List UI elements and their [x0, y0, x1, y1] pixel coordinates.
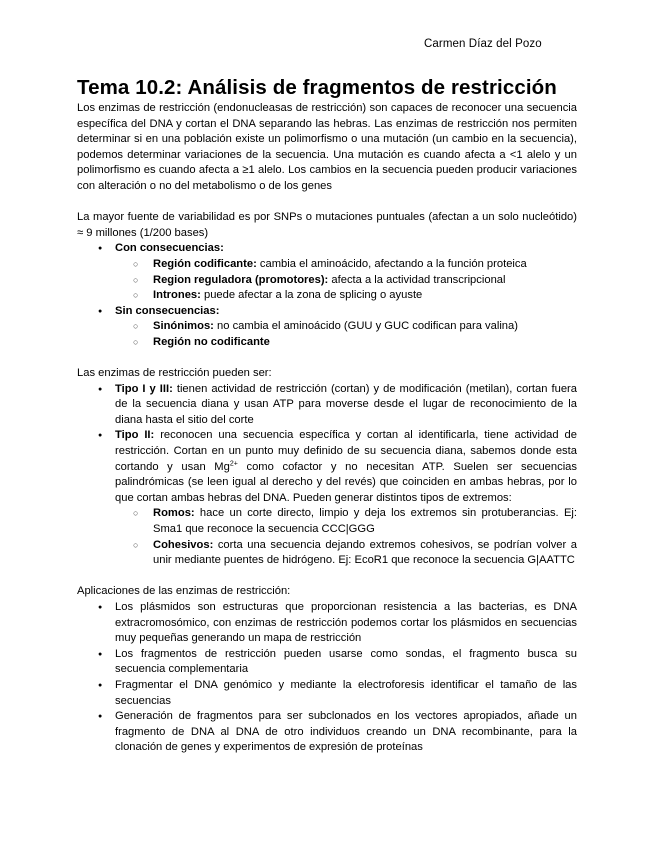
list-item-con-consecuencias [77, 241, 577, 303]
term: Tipo I y III: [115, 382, 173, 395]
list-item [115, 319, 577, 335]
ends-sublist [115, 506, 577, 568]
sublist [115, 319, 577, 350]
applications-intro: Aplicaciones de las enzimas de restricción: [77, 585, 291, 598]
list-item-tipo-1-3 [77, 382, 577, 429]
list-item: ● Fragmentar el DNA genómico y mediante la electroforesis identificar el tamaño de las secuencias [77, 678, 577, 709]
term: Region reguladora (promotores): [153, 273, 329, 286]
document-body [77, 101, 577, 756]
list-item [115, 506, 577, 537]
term: Cohesivos: [153, 538, 214, 551]
superscript: 2+ [229, 459, 238, 467]
intro-paragraph: Los enzimas de restricción (endonucleasas de restricción) son capaces de reconocer una secuencia específica del DNA y cortan el DNA separando las hebras. Las enzimas de restricción nos permiten determinar si en una población existe un polimorfismo o una mutación (un cambio en la secuencia), podemos determinar variaciones de la secuencia. Una mutación es cuando afecta a <1 alelo y un polimorfismo es cuando afecta a ≥1 alelo. Los cambios en la secuencia pueden producir variaciones con alteración o no del metabolismo o de los genes [77, 102, 577, 192]
list-item [115, 273, 577, 289]
term: Región no codificante [153, 335, 270, 348]
group-label: Sin consecuencias: [115, 304, 220, 317]
spacer [77, 195, 577, 211]
description: no cambia el aminoácido (GUU y GUC codifican para valina) [213, 320, 518, 333]
list-item: ● Los plásmidos son estructuras que proporcionan resistencia a las bacterias, es DNA extracromosómico, con enzimas de restricción podemos cortar los plásmidos en secuencias muy pequeñas generando un mapa de restricción [77, 600, 577, 647]
list-item [115, 335, 577, 351]
list-item [115, 257, 577, 273]
spacer [77, 351, 577, 367]
group-label: Con consecuencias: [115, 242, 224, 255]
description: puede afectar a la zona de splicing o ayuste [200, 289, 423, 302]
snp-paragraph: La mayor fuente de variabilidad es por SNPs o mutaciones puntuales (afectan a un solo nucleótido) ≈ 9 millones (1/200 bases) [77, 211, 577, 239]
sublist [115, 257, 577, 304]
types-intro: Las enzimas de restricción pueden ser: [77, 367, 272, 380]
page-title: Tema 10.2: Análisis de fragmentos de restricción [77, 76, 557, 99]
applications-list [77, 600, 577, 756]
term: Región codificante: [153, 257, 257, 270]
term: Sinónimos: [153, 320, 214, 333]
enzyme-types-list [77, 382, 577, 569]
description: reconocen una secuencia específica y cortan al identificarla, tiene actividad de restricción. Cortan en un punto muy definido de su secuencia diana, sabemos donde esta cortando y usan Mg [115, 429, 577, 473]
list-item [115, 538, 577, 569]
list-item-sin-consecuencias [77, 304, 577, 351]
description: cambia el aminoácido, afectando a la función proteica [256, 257, 527, 270]
list-item-tipo-2 [77, 428, 577, 568]
spacer [77, 569, 577, 585]
snp-consequences-list [77, 241, 577, 350]
term: Romos: [153, 507, 195, 520]
list-item [115, 288, 577, 304]
term: Tipo II: [115, 429, 155, 442]
author-name: Carmen Díaz del Pozo [424, 38, 542, 50]
description: hace un corte directo, limpio y deja los extremos sin protuberancias. Ej: Sma1 que reconoce la secuencia CCC|GGG [153, 507, 577, 536]
description: afecta a la actividad transcripcional [328, 273, 506, 286]
description: como cofactor y no necesitan ATP. Suelen ser secuencias palindrómicas (se leen igual al derecho y del revés) que coinciden en ambas hebras, por lo que cortan ambas hebras del DNA. Pueden generar distintos tipos de extremos: [115, 460, 577, 504]
description: tienen actividad de restricción (cortan) y de modificación (metilan), cortan fuera de la secuencia diana y usan ATP para moverse desde el lugar de reconocimiento de la diana hasta el sitio del corte [115, 382, 577, 426]
list-item: ● Los fragmentos de restricción pueden usarse como sondas, el fragmento busca su secuencia complementaria [77, 647, 577, 678]
description: corta una secuencia dejando extremos cohesivos, se podrían volver a unir mediante puentes de hidrógeno. Ej: EcoR1 que reconoce la secuencia G|AATTC [153, 538, 577, 567]
list-item: ● Generación de fragmentos para ser subclonados en los vectores apropiados, añade un fragmento de DNA al DNA de otro individuos creando un DNA recombinante, para la clonación de genes y experimentos de expresión de proteínas [77, 709, 577, 756]
term: Intrones: [153, 289, 201, 302]
